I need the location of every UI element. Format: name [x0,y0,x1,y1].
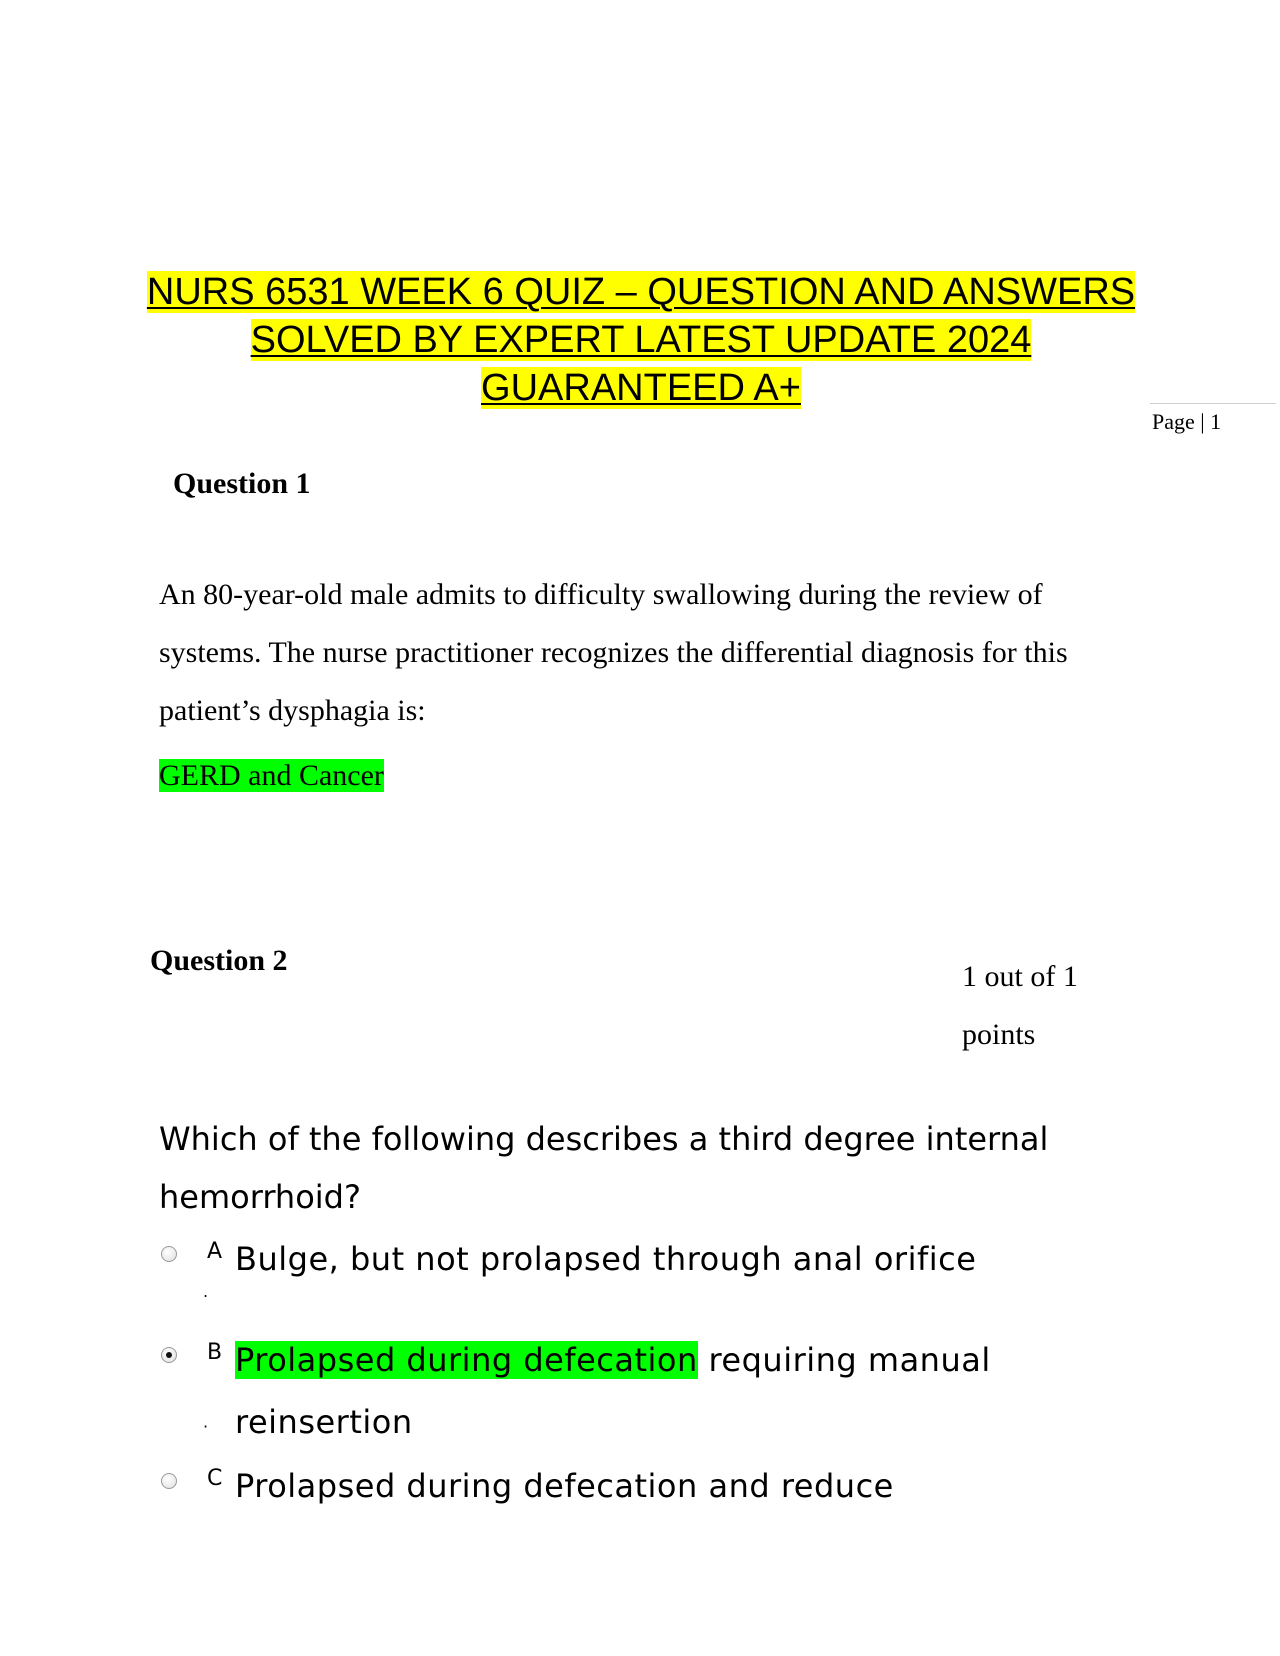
document-title [140,268,1142,412]
option-b-radio-selected[interactable] [161,1347,177,1363]
page-number: Page | 1 [1152,409,1222,434]
option-b-text [235,1329,1095,1453]
question-1-answer-highlight: GERD and Cancer [159,759,384,792]
question-2-points: 1 out of 1 points [962,960,1078,1051]
question-1-answer [159,756,384,796]
option-c-letter: C [207,1466,223,1491]
option-a-letter: A [207,1239,223,1264]
option-a-radio[interactable] [161,1246,177,1262]
document-title-text: NURS 6531 WEEK 6 QUIZ – QUESTION AND ANSWERS SOLVED BY EXPERT LATEST UPDATE 2024 GUARANTEED A+ [146,271,1136,409]
option-a-marker-dot: . [203,1282,209,1301]
option-b[interactable] [159,1340,1119,1467]
question-2-heading: Question 2 [150,944,288,977]
question-2-text: Which of the following describes a third degree internal hemorrhoid? [159,1120,1049,1216]
question-1-heading: Question 1 [173,467,311,500]
option-b-rest: requiring manual reinsertion [235,1341,991,1441]
option-c-text: Prolapsed during defecation and reduce [235,1467,894,1505]
option-b-marker-dot: · [203,1417,209,1436]
page-header-rule [1150,403,1276,404]
option-b-letter: B [207,1340,223,1365]
question-1-text: An 80-year-old male admits to difficulty swallowing during the review of systems. The nurse practitioner recognizes the differential diagnosis for this patient’s dysphagia is: [159,578,1068,727]
option-c-radio[interactable] [161,1473,177,1489]
option-b-highlight: Prolapsed during defecation [235,1341,698,1379]
option-c[interactable] [159,1466,1119,1593]
option-a-text: Bulge, but not prolapsed through anal orifice [235,1240,977,1278]
